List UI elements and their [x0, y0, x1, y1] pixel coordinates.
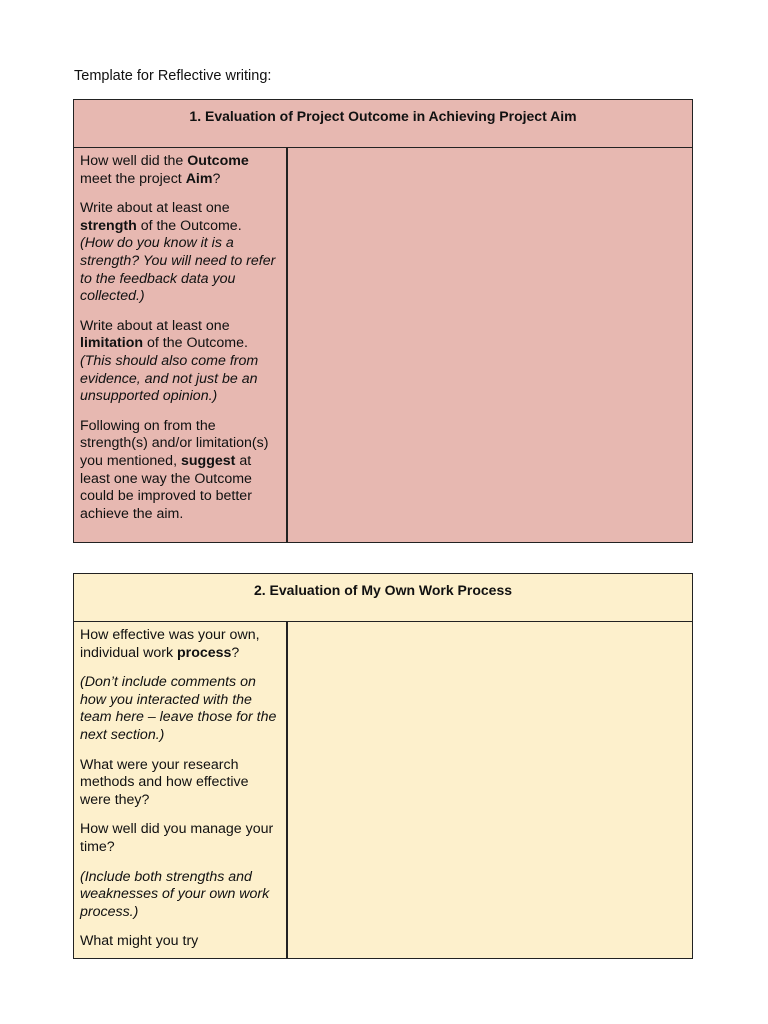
- document-title: Template for Reflective writing:: [74, 68, 272, 84]
- work-process-evaluation-table: [73, 573, 693, 959]
- prompt-strengths-weaknesses-note: (Include both strengths and weaknesses of your own work process.): [80, 868, 270, 920]
- prompt-suggest-improvement: Following on from the strength(s) and/or limitation(s) you mentioned, suggest at least one way the Outcome could be improved to better achieve the aim.: [80, 417, 269, 522]
- outcome-response-area[interactable]: [288, 148, 692, 542]
- prompt-strength: Write about at least one strength of the Outcome. (How do you know it is a strength? You will need to refer to the feedback data you collected.): [80, 200, 276, 305]
- outcome-table-heading: 1. Evaluation of Project Outcome in Achieving Project Aim: [74, 100, 692, 148]
- work-process-prompts-column: [74, 622, 288, 958]
- prompt-team-note: (Don’t include comments on how you interacted with the team here – leave those for the next section.): [80, 674, 277, 743]
- work-process-response-area[interactable]: [288, 622, 692, 958]
- outcome-evaluation-table: [73, 99, 693, 543]
- prompt-what-to-try: What might you try: [80, 933, 199, 950]
- outcome-prompts-column: [74, 148, 288, 542]
- prompt-time-management: How well did you manage your time?: [80, 821, 274, 855]
- prompt-limitation: Write about at least one limitation of the Outcome. (This should also come from evidence, and not just be an unsupported opinion.): [80, 317, 259, 405]
- prompt-process-effectiveness: How effective was your own, individual work process?: [80, 627, 260, 661]
- prompt-research-methods: What were your research methods and how effective were they?: [80, 756, 249, 808]
- work-process-table-heading: 2. Evaluation of My Own Work Process: [74, 574, 692, 622]
- prompt-outcome-meet-aim: How well did the Outcome meet the project Aim?: [80, 153, 249, 187]
